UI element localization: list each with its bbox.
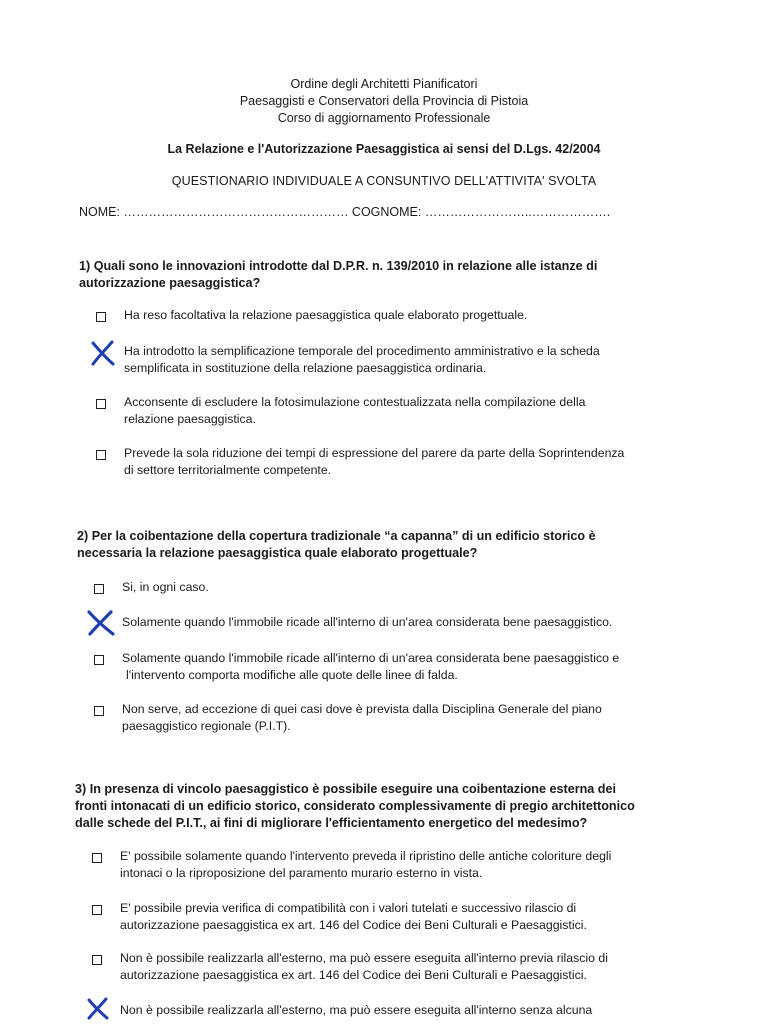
q1-option-4-text-1: Prevede la sola riduzione dei tempi di espressione del parere da parte della Soprintendenza [124,446,625,460]
question-3-line-1: 3) In presenza di vincolo paesaggistico è possibile eseguire una coibentazione esterna dei [75,782,616,796]
q3-option-3-checkbox[interactable] [92,955,102,965]
q3-option-1-text-1: E' possibile solamente quando l'intervento preveda il ripristino delle antiche coloriture degli [120,849,612,863]
q3-option-2[interactable] [120,900,587,934]
q1-option-1[interactable] [124,307,527,324]
question-2-line-2: necessaria la relazione paesaggistica quale elaborato progettuale? [77,546,478,560]
q3-option-4[interactable] [120,1002,592,1019]
q3-option-1[interactable] [120,848,611,882]
q1-option-3-checkbox[interactable] [96,399,106,409]
question-2 [77,528,709,562]
q2-option-2-text: Solamente quando l'immobile ricade all'interno di un'area considerata bene paesaggistico. [122,615,613,629]
q3-option-4-text-1: Non è possibile realizzarla all'esterno, ma può essere eseguita all'interno senza alcuna [120,1003,593,1017]
q3-option-3[interactable] [120,950,608,984]
q2-option-4-text-1: Non serve, ad eccezione di quei casi dove è prevista dalla Disciplina Generale del piano [122,702,602,716]
question-3-line-2: fronti intonacati di un edificio storico, considerato complessivamente di pregio architettonico [75,799,635,813]
q1-option-2-text-1: Ha introdotto la semplificazione temporale del procedimento amministrativo e la scheda [124,344,600,358]
q1-option-1-text: Ha reso facoltativa la relazione paesaggistica quale elaborato progettuale. [124,308,528,322]
q2-option-3-text-1: Solamente quando l'immobile ricade all'interno di un'area considerata bene paesaggistico e [122,651,620,665]
q2-option-4[interactable] [122,701,602,735]
q1-option-1-checkbox[interactable] [96,312,106,322]
q2-option-2[interactable] [122,614,612,631]
question-1-line-1: 1) Quali sono le innovazioni introdotte dal D.P.R. n. 139/2010 in relazione alle istanze di [79,259,598,273]
q3-option-2-text-2: autorizzazione paesaggistica ex art. 146 del Codice dei Beni Culturali e Paesaggistici. [120,918,587,932]
q2-option-3-text-2: l'intervento comporta modifiche alle quote delle linee di falda. [126,668,458,682]
q1-option-2[interactable] [124,343,600,377]
q3-option-3-text-2: autorizzazione paesaggistica ex art. 146 del Codice dei Beni Culturali e Paesaggistici. [120,968,587,982]
q2-option-3-checkbox[interactable] [94,655,104,665]
header-line-3: Corso di aggiornamento Professionale [277,111,491,125]
q1-option-4-checkbox[interactable] [96,450,106,460]
q2-option-1-text: Si, in ogni caso. [122,580,209,594]
header-line-1: Ordine degli Architetti Pianificatori [290,77,478,91]
question-3 [75,781,708,832]
q2-option-4-checkbox[interactable] [94,706,104,716]
question-1-line-2: autorizzazione paesaggistica? [79,276,261,290]
q2-option-2-checkmark-x-icon[interactable] [86,609,116,637]
question-2-line-1: 2) Per la coibentazione della copertura tradizionale “a capanna” di un edificio storico è [77,529,596,543]
header-line-2: Paesaggisti e Conservatori della Provincia di Pistoia [239,94,529,108]
q3-option-2-text-1: E' possibile previa verifica di compatibilità con i valori tutelati e successivo rilascio di [120,901,577,915]
q1-option-3-text-1: Acconsente di escludere la fotosimulazione contestualizzata nella compilazione della [124,395,586,409]
name-fields[interactable]: NOME: ……………………………………………… COGNOME: ……………………..………………. [79,205,611,219]
q1-option-4-text-2: di settore territorialmente competente. [124,463,332,477]
q2-option-1[interactable] [122,579,209,596]
q3-option-4-checkmark-x-icon[interactable] [86,997,110,1021]
q3-option-1-checkbox[interactable] [92,853,102,863]
q2-option-4-text-2: paesaggistico regionale (P.I.T). [122,719,291,733]
q1-option-3[interactable] [124,394,585,428]
questionnaire-subtitle: QUESTIONARIO INDIVIDUALE A CONSUNTIVO DELL'ATTIVITA' SVOLTA [171,174,597,188]
q2-option-1-checkbox[interactable] [94,584,104,594]
question-3-line-3: dalle schede del P.I.T., ai fini di migliorare l'efficientamento energetico del medesimo? [75,816,588,830]
q1-option-2-text-2: semplificata in sostituzione della relazione paesaggistica ordinaria. [124,361,487,375]
q3-option-2-checkbox[interactable] [92,905,102,915]
question-1 [79,258,711,292]
q2-option-3[interactable] [122,650,619,684]
q1-option-4[interactable] [124,445,624,479]
q1-option-2-checkmark-x-icon[interactable] [90,340,116,366]
q3-option-3-text-1: Non è possibile realizzarla all'esterno, ma può essere eseguita all'interno previa rilascio di [120,951,608,965]
q3-option-1-text-2: intonaci o la riproposizione del paramento murario esterno in vista. [120,866,483,880]
q1-option-3-text-2: relazione paesaggistica. [124,412,256,426]
document-title: La Relazione e l'Autorizzazione Paesaggistica ai sensi del D.Lgs. 42/2004 [167,142,601,156]
